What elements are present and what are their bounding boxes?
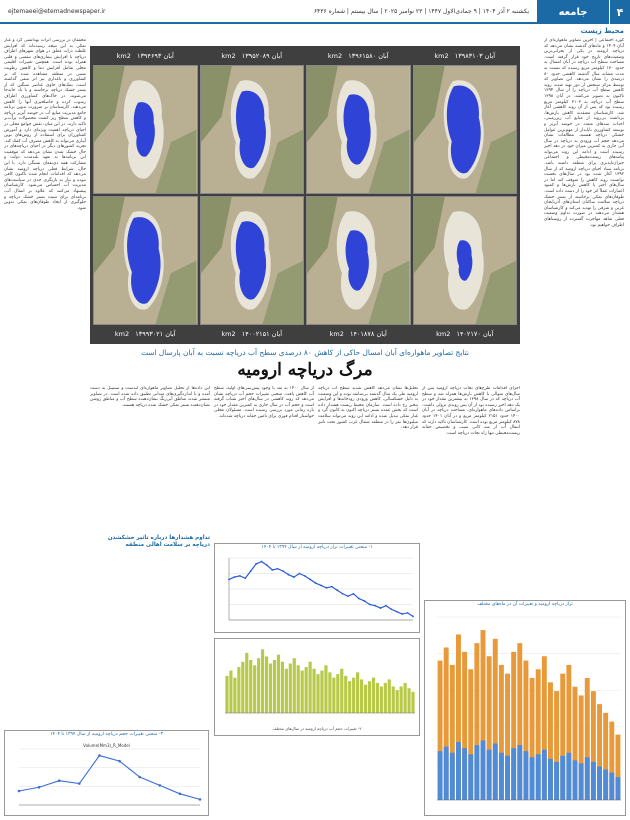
bar [289,664,292,713]
data-point [326,587,328,589]
chart-volume-bars [214,638,420,736]
data-point [342,593,344,595]
map-image [414,66,517,193]
bar [305,667,308,713]
data-point [369,604,371,606]
chart-2-plot [215,639,419,721]
chart-4-plot [425,609,625,814]
bar-segment [615,777,620,800]
satellite-map [200,65,305,194]
satellite-map [200,196,305,325]
bar-segment [566,753,571,800]
map-caption: آبان ۱۳۹۴۶۹۳ km2 [116,52,174,60]
data-point [374,605,376,607]
chart-caption: ۱- منحنی تغییرات تراز دریاچه ارومیه از سال ۱۳۹۴ تا ۱۴۰۴ [261,545,373,550]
bar [348,681,351,713]
bar [301,671,304,713]
data-point [363,600,365,602]
bar [368,681,371,713]
bar-segment [560,756,565,800]
bar-segment [554,762,559,800]
bar [237,667,240,713]
data-point [380,607,382,609]
satellite-map [306,196,411,325]
map-image [414,197,517,324]
bar-segment [505,756,510,800]
data-point [331,586,333,588]
section-label: جامعه [537,0,609,24]
series-line [19,756,200,800]
data-point [293,576,295,578]
body-column-left-lower [4,600,209,726]
bar [372,678,375,713]
chart-volume-line [4,730,209,816]
bar [265,656,268,713]
data-point [239,575,241,577]
body-column: این داده‌ها از تحلیل تصاویر ماهواره‌ای لندست و سنتینل به دست آمده و با اندازه‌گیری‌های میدانی تطبیق داده شده است. در تصاویر منتشر شده، مناطق آبی‌رنگ نشان‌دهنده سطح آب و مناطق روشن نشان‌دهنده بستر نمکی خشک شده دریاچه هستند. [90,386,210,408]
bar-segment [511,748,516,800]
page-number: ۴ [610,0,630,24]
chart-level-line [214,543,420,633]
body-column-left: محققان در بررسی اثرات بهداشتی گرد و غبار نمکی به این نتیجه رسیده‌اند که افزایش غلظت ذرات معلق در هوای شهرهای اطراف دریاچه با افزایش بیماری‌های تنفسی و قلبی همراه بوده است. همچنین تغییرات اقلیمی محلی شامل افزایش دما و کاهش رطوبت نسبی در منطقه مشاهده شده که بر کشاورزی و باغداری نیز اثر منفی گذاشته است. نمک‌های حاوی عناصر سنگین که از بستر خشک دریاچه برخاسته و با باد جابه‌جا می‌شوند، در خاک‌های کشاورزی اطراف رسوب کرده و حاصلخیزی آنها را کاهش می‌دهند. کارشناسان بر ضرورت تدوین برنامه جامع مدیریت منابع آب در حوضه آبریز دریاچه و کاهش سطح زیر کشت محصولات پرآب‌بر تاکید دارند. در این میان، نقش جوامع محلی در احیای دریاچه اهمیت ویژه‌ای دارد و آموزش کشاورزان برای استفاده از روش‌های نوین آبیاری می‌تواند به کاهش مصرف آب کمک کند. تجربه کشورهای دیگر در احیای دریاچه‌های در حال خشک شدن نشان می‌دهد که موفقیت این برنامه‌ها به تعهد بلندمدت دولت و مشارکت همه ذی‌نفعان بستگی دارد. با این حال، شرایط فعلی دریاچه ارومیه نشان می‌دهد که اقدامات انجام شده تاکنون کافی نبوده و نیاز به بازنگری جدی در سیاست‌های مدیریت آب احساس می‌شود. کارشناسان پیشنهاد می‌کنند که علاوه بر انتقال آب، برنامه‌ای برای تثبیت بستر خشک دریاچه و جلوگیری از ایجاد طوفان‌های نمکی تدوین شود. [4,38,86,211]
chart-caption: ۲- تغییرات حجم آب دریاچه ارومیه در سال‌های مختلف [272,726,362,731]
bar [411,692,414,713]
map-caption: آبان ۱۴۰۱۸۷۸ km2 [329,330,387,338]
data-point [138,776,141,779]
bar-segment [438,751,443,800]
bar-segment [493,744,498,800]
bar [233,678,236,713]
bar-segment [597,766,602,800]
data-point [401,613,403,615]
bar [380,686,383,713]
data-point [320,585,322,587]
bar-segment [585,757,590,800]
data-point [309,579,311,581]
bar-segment [542,750,547,800]
bar [392,686,395,713]
chart-caption: تراز دریاچه ارومیه و تغییرات آن در ماه‌های مختلف [477,602,573,607]
data-point [234,576,236,578]
bar [388,679,391,713]
bar-segment [579,763,584,800]
data-point [336,589,338,591]
data-point [179,793,182,796]
data-point [271,569,273,571]
header-strip [0,0,537,24]
bar [281,662,284,713]
satellite-map [93,196,198,325]
bar [293,658,296,713]
map-caption: آبان ۱۳۹۶۱۵۸۰ km2 [327,52,389,60]
bar-segment [474,745,479,800]
bar-segment [499,753,504,800]
satellite-map [93,65,198,194]
bar-segment [481,741,486,800]
body-column-right: کوره اجتماعی | آخرین تصاویر ماهواره‌ای از آبان ۱۴۰۴ و ماه‌های گذشته نشان می‌دهد که دریاچه ارومیه در یکی از بحرانی‌ترین وضعیت‌های تاریخ خود قرار گرفته است. مساحت سطح آب دریاچه در آبان امسال به حدود ۱۷۰ کیلومتر مربع رسیده که نسبت به مدت مشابه سال گذشته کاهشی حدود ۸۰ درصدی را نشان می‌دهد. این تصاویر که توسط مرکز سنجش از دور تهیه شده، روند کاهش سطح آب دریاچه را از سال ۱۳۹۴ تاکنون به تصویر می‌کشد. در آبان ۱۳۹۸ سطح آب دریاچه به ۳۱۰۳ کیلومتر مربع رسیده بود که پس از آن روند کاهشی آغاز شد. کارشناسان معتقدند کاهش بارش‌ها، برداشت بی‌رویه از منابع آب زیرزمینی، احداث سدهای متعدد در حوضه آبریز و توسعه کشاورزی ناپایدار از مهم‌ترین عوامل خشکی دریاچه هستند. مطالعات نشان می‌دهد حجم آب ورودی به دریاچه در سال آبی جاری به کمترین میزان خود در دهه اخیر رسیده است و ادامه این روند می‌تواند پیامدهای زیست‌محیطی و اجتماعی جبران‌ناپذیری برای منطقه داشته باشد. برنامه ستاد احیای دریاچه ارومیه که از سال ۱۳۹۲ آغاز شده بود در سال‌های نخست توانست روند کاهش را متوقف کند اما در سال‌های اخیر با کاهش بارش‌ها و کمبود اعتبارات عملاً اثر خود را از دست داده است. طوفان‌های نمکی برخاسته از بستر خشک دریاچه سلامت ساکنان استان‌های آذربایجان غربی و شرقی را تهدید می‌کند و کارشناسان هشدار می‌دهند در صورت تداوم وضعیت فعلی شاهد مهاجرت گسترده از روستاهای اطراف خواهیم بود. [544,38,624,228]
data-point [315,582,317,584]
map-image [307,66,410,193]
map-caption: آبان ۱۳۹۹۳۰۲۱ km2 [114,330,176,338]
bar-segment [462,748,467,800]
kicker: محیط زیست [580,27,624,35]
bar [245,653,248,713]
bar-segment [591,762,596,800]
bar-segment [444,747,449,800]
bar [249,660,252,713]
bar [277,655,280,713]
data-point [266,564,268,566]
data-point [78,782,81,785]
satellite-map [306,65,411,194]
bar-segment [603,770,608,801]
chart-1-plot [215,552,419,632]
bar-segment [517,745,522,800]
bar [269,664,272,713]
map-caption: آبان ۱۳۹۸۳۱۰۳ km2 [434,52,496,60]
bar-segment [523,751,528,800]
bar [344,676,347,713]
data-point [353,593,355,595]
bar [261,649,264,713]
body-column: تحلیل‌ها نشان می‌دهد کاهش شدید سطح آب دریاچه ارومیه طی یک سال گذشته بی‌سابقه بوده و این وضعیت به دلیل خشکسالی، کاهش ورودی رودخانه‌ها و افزایش تبخیر رخ داده است. سازمان محیط زیست هشدار داده است که بخش عمده بستر دریاچه اکنون به کانون گرد و غبار نمکی تبدیل شده و ادامه این روند می‌تواند سلامت میلیون‌ها نفر را در منطقه شمال غرب کشور تحت تاثیر قرار دهد. [318,386,418,431]
bar [273,660,276,713]
bar [384,683,387,713]
bar [396,690,399,713]
bar [340,669,343,713]
bar [324,665,327,713]
data-point [304,575,306,577]
section-subhead: تداوم هشدارها درباره تاثیر خشکشدن دریاچه بر سلامت اهالی منطقه [107,535,210,548]
bar [316,674,319,713]
bar-segment [487,750,492,800]
data-point [358,598,360,600]
data-point [396,611,398,613]
bar [229,671,232,713]
data-point [158,784,161,787]
bar [352,678,355,713]
satellite-map [413,196,518,325]
bar [360,679,363,713]
map-image [94,197,197,324]
issue-line: یکشنبه ۲ آذر ۱۴۰۴ | ۹ جمادی‌الاول ۱۴۴۷ | ۲۳ نوامبر ۲۰۲۵ | سال بیستم | شماره ۶۴۳۶ [313,7,529,15]
bar-segment [468,754,473,800]
data-point [390,608,392,610]
data-point [199,798,202,801]
bar [257,658,260,713]
data-point [38,786,41,789]
map-image [94,66,197,193]
bar [312,669,315,713]
data-point [58,779,61,782]
data-point [407,612,409,614]
body-column: از سال ۱۴۰۰ به بعد با وجود پیش‌بینی‌های اولیه، سطح آب کاهش یافت. منحنی تغییرات حجم آب دریاچه نشان می‌دهد که روند کاهشی در سال‌های اخیر شتاب گرفته است و حجم آب در سال جاری به کمترین مقدار خود در بازه زمانی مورد بررسی رسیده است. مسئولان محلی خواستار اقدام فوری برای تامین حقابه دریاچه شده‌اند. [214,386,314,419]
data-point [118,760,121,763]
legend-label: Volume(Mm3)_R_Model [83,743,130,748]
bar [336,674,339,713]
bar-segment [536,754,541,800]
bar [253,665,256,713]
chart-caption: ۳- منحنی تغییرات حجم دریاچه ارومیه از سال ۱۳۹۴ تا ۱۴۰۴ [50,732,163,737]
bar [400,686,403,713]
satellite-map [413,65,518,194]
map-image [201,197,304,324]
data-point [298,573,300,575]
map-image [307,197,410,324]
bar [407,688,410,713]
data-point [261,561,263,563]
bar-segment [573,760,578,800]
bar-segment [450,753,455,800]
map-image [201,66,304,193]
data-point [282,570,284,572]
data-point [277,568,279,570]
headline: مرگ دریاچه ارومیه [237,360,373,380]
page-header [0,0,630,24]
chart-3-plot [5,739,208,815]
body-column: اجرای اقدامات طرح‌های نجات دریاچه ارومیه پس از سال‌های متوالی با کاهش بارش‌ها همراه شد و سطح آب دریاچه که در سال ۱۳۹۸ به بیشترین مقدار خود در یک دهه اخیر رسیده بود از آن پس روندی نزولی داشت. براساس داده‌های ماهواره‌ای، مساحت دریاچه در آبان ۱۴۰۰ حدود ۲۱۵۱ کیلومتر مربع و در آبان ۱۴۰۱ حدود ۸۷۸ کیلومتر مربع بوده است. کارشناسان تاکید دارند که انتقال آب از سد کانی سیب و تخصیص حقابه زیست‌محیطی تنها راه نجات دریاچه است. [422,386,520,436]
bar [376,683,379,713]
data-point [18,790,21,793]
data-point [412,616,414,618]
map-caption: آبان ۱۳۹۵۲۰۸۹ km2 [221,52,283,60]
bar [225,676,228,713]
bar-segment [530,757,535,800]
map-caption: آبان ۱۴۰۲۱۷۰ km2 [436,330,494,338]
bar [356,672,359,713]
bar [309,662,312,713]
satellite-image-grid [90,46,520,344]
bar [297,665,300,713]
data-point [288,574,290,576]
bar [320,671,323,713]
data-point [347,595,349,597]
bar [364,685,367,713]
bar [285,669,288,713]
email: ejtemaeei@etemadnewspaper.ir [8,7,106,15]
bar-segment [456,742,461,800]
chart-monthly-bars [424,600,626,816]
bar [404,683,407,713]
data-point [250,570,252,572]
data-point [255,563,257,565]
data-point [244,577,246,579]
bar-segment [548,759,553,800]
data-point [98,754,101,757]
data-point [385,605,387,607]
subtitle: نتایج تصاویر ماهواره‌ای آبان امسال حاکی از کاهش ۸۰ درصدی سطح آب دریاچه نسبت به آبان پارسال است [141,348,469,357]
map-caption: آبان ۱۴۰۰۲۱۵۱ km2 [221,330,283,338]
bar [241,662,244,713]
bar [328,672,331,713]
bar-segment [609,773,614,800]
bar [332,678,335,713]
